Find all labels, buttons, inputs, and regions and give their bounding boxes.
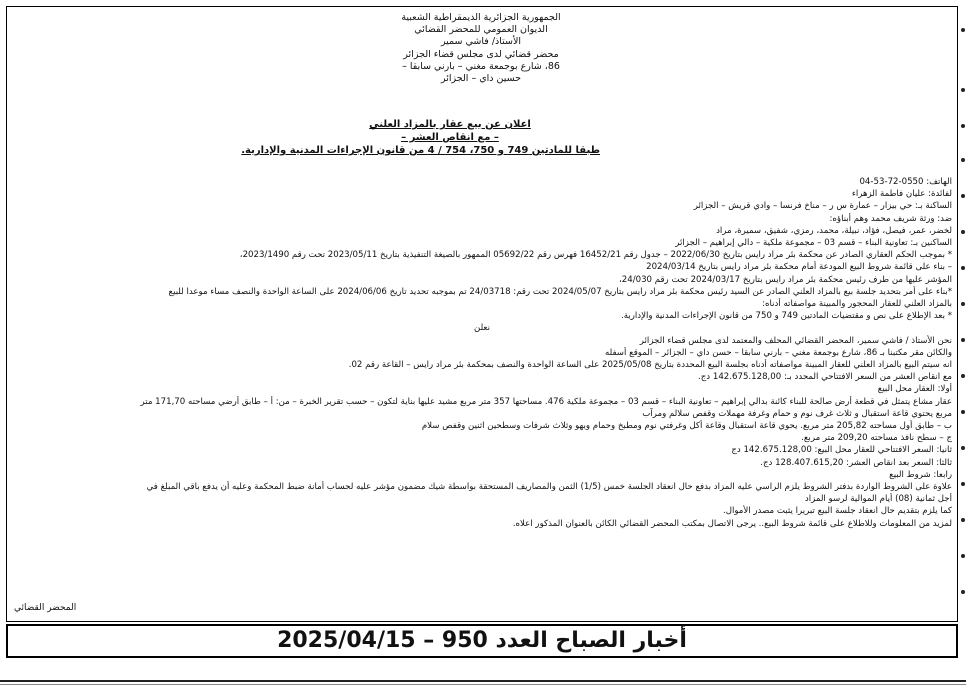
section-heading: ثانيا: السعر الافتتاحي للعقار محل البيع: 142.675.128,00 دج xyxy=(731,445,952,456)
bullet-dot xyxy=(961,302,965,306)
title-line: طبقا للمادتين 749 و 750، 754 / 4 من قانون الإجراءات المدنية والإدارية. xyxy=(241,145,600,156)
body-line: كما يلزم بتقديم حال انعقاد جلسة البيع تبريرا يثبت مصدر الأموال. xyxy=(722,506,952,517)
bullet-dot xyxy=(961,124,965,128)
body-line: علاوة على الشروط الواردة بدفتر الشروط يلزم الراسي عليه المزاد بدفع حال انعقاد الجلسة خمس (1/5) الثمن والمصاريف المستحقة بواسطة شيك مضمون مؤشر عليه لحساب أمانة ضبط المحكمة وعليه أن يدفع باقي المبلغ في xyxy=(146,482,952,493)
body-line: ب – طابق أول مساحته 205,82 متر مربع. يحوي قاعة استقبال وقاعة أكل وغرفتي نوم ومطبخ وحمام وبهو وثلاث شرفات وسطحين اثنين وقفص سلام xyxy=(421,421,952,432)
body-line: مربع يحتوي قاعة استقبال و ثلاث غرف نوم و حمام وغرفة مهملات وقفص سلالم ومرآب xyxy=(642,408,952,419)
title-line: – مع انقاص العشر – xyxy=(401,132,499,143)
body-line: الساكنين بـ: تعاونية البناء – قسم 03 – مجموعة ملكية – دالي إبراهيم – الجزائر xyxy=(675,238,952,249)
body-line: – بناء على قائمة شروط البيع المودعة أمام محكمة بئر مراد رايس بتاريخ 2024/03/14 xyxy=(646,262,952,273)
bullet-dot xyxy=(961,590,965,594)
bullet-dot xyxy=(961,194,965,198)
bullet-dot xyxy=(961,554,965,558)
signature-label: المحضر القضائي xyxy=(14,603,77,613)
body-line: *بناء على أمر بتحديد جلسة بيع بالمزاد العلني الصادر عن السيد رئيس محكمة بئر مراد رايس بتاريخ 2024/05/07 تحت رقم: 24/03718 تم بموجبه تحديد تاريخ 2024/06/06 على الساعة الواحدة والنصف مساء موعدا للبيع xyxy=(168,286,952,297)
title-line: اعلان عن بيع عقار بالمزاد العلني xyxy=(369,119,531,130)
body-line: * بعد الإطلاع على نص و مقتضيات المادتين 749 و 750 من قانون الإجراءات المدنية والإدارية. xyxy=(620,311,952,322)
body-line: الساكنة بـ: حي بيزار – عمارة س ر – مناخ فرنسا – وادي قريش – الجزائر xyxy=(693,201,952,212)
letterhead-line: الديوان العمومي للمحضر القضائي xyxy=(414,24,548,36)
letterhead-line: حسين داي – الجزائر xyxy=(441,73,521,85)
body-line: لفائدة: عليان فاطمة الزهراء xyxy=(851,189,952,200)
notice-body xyxy=(12,176,952,530)
letterhead-line: الجمهورية الجزائرية الديمقراطية الشعبية xyxy=(401,12,561,23)
bullet-dot xyxy=(961,374,965,378)
bottom-rule-thin xyxy=(0,684,966,685)
body-line: لمزيد من المعلومات وللاطلاع على قائمة شروط البيع.. يرجى الاتصال بمكتب المحضر القضائي الكائن بالعنوان المذكور اعلاه. xyxy=(512,518,952,529)
bullet-dot xyxy=(961,28,965,32)
edge-bullets xyxy=(960,0,966,690)
bullet-dot xyxy=(961,230,965,234)
body-line: نحن الأستاذ / فاشي سمير، المحضر القضائي المحلف والمعتمد لدى مجلس قضاء الجزائر xyxy=(639,335,952,346)
body-line: انه سيتم البيع بالمزاد العلني للعقار المبينة مواصفاته أدناه بجلسة البيع المحددة بتاريخ 2025/05/08 على الساعة الواحدة والنصف بمحكمة بئر مراد رايس – القاعة رقم 02. xyxy=(348,360,952,371)
bullet-dot xyxy=(961,88,965,92)
body-line: مع انقاص العشر من السعر الافتتاحي المحدد بـ: 142.675.128,00 دج. xyxy=(698,372,952,383)
bullet-dot xyxy=(961,446,965,450)
letterhead-line: 86، شارع بوجمعة مغني – بارني سابقا – xyxy=(402,60,560,72)
letterhead-line: محضر قضائي لدى مجلس قضاء الجزائر xyxy=(403,48,559,60)
announce-heading: نعلن xyxy=(474,323,490,334)
bullet-dot xyxy=(961,410,965,414)
bullet-dot xyxy=(961,338,965,342)
bullet-dot xyxy=(961,158,965,162)
body-line: والكائن مقر مكتبنا بـ 86، شارع بوجمعة مغني – بارني سابقا – حسن داي – الجزائر – الموقع أسفله xyxy=(605,347,952,358)
section-heading: ثالثا: السعر بعد انقاص العشر: 128.407.615,20 دج. xyxy=(760,457,952,468)
bullet-dot xyxy=(961,518,965,522)
body-line: عقار مشاع يتمثل في قطعة أرض صالحة للبناء كائنة بدالي إبراهيم – تعاونية البناء – قسم 03 – مجموعة ملكية 476. مساحتها 357 متر مربع مشيد عليها بناية لتكون – حسب تقرير الخبرة – من: أ – طابق أرضي مساحته 171,70 متر xyxy=(140,396,952,407)
footer-issue-text: أخبار الصباح العدد 950 – 2025/04/15 xyxy=(277,628,687,653)
body-line: ضد: ورثة شريف محمد وهم أبناؤه: xyxy=(829,213,952,224)
section-heading: أولا: العقار محل البيع xyxy=(877,384,952,395)
section-heading: رابعا: شروط البيع xyxy=(889,469,952,480)
letterhead xyxy=(381,12,581,85)
body-line: أجل ثمانية (08) أيام الموالية لرسو المزاد xyxy=(804,494,952,505)
bullet-dot xyxy=(961,482,965,486)
body-line: الهاتف: 0550-72-53-04 xyxy=(859,177,952,187)
notice-title xyxy=(241,118,600,157)
newspaper-footer xyxy=(6,624,958,658)
letterhead-line: الأستاذ/ فاشي سمير xyxy=(440,36,522,48)
bullet-dot xyxy=(961,266,965,270)
body-line: لخضر، عمر، فيصل، فؤاد، نبيلة، محمد، رمزي، شفيق، سميرة، مراد xyxy=(716,225,952,236)
body-line: المؤشر عليها من طرف رئيس محكمة بئر مراد رايس بتاريخ 2024/03/17 تحت رقم 24/030، xyxy=(618,274,952,285)
bottom-rule xyxy=(0,680,966,682)
body-line: * بموجب الحكم العقاري الصادر عن محكمة بئر مراد رايس بتاريخ 2022/06/30 – جدول رقم 16452/21 فهرس رقم 05692/22 الممهور بالصيغة التنفيذية بتاريخ 2023/05/11 تحت رقم 2023/1490، xyxy=(239,250,952,261)
body-line: ج – سطح نافذ مساحته 209,20 متر مربع. xyxy=(801,433,952,444)
body-line: بالمزاد العلني للعقار المحجور والمبينة مواصفاته أدناه: xyxy=(762,299,952,310)
